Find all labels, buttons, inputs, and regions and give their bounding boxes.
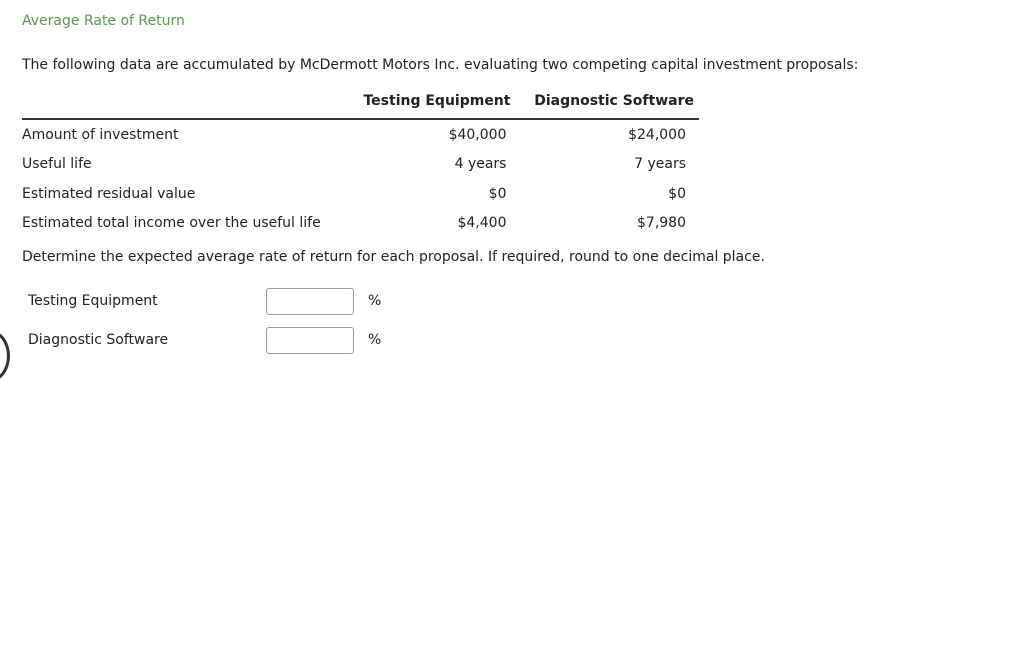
diagnostic-value: 7 years: [634, 156, 686, 173]
diagnostic-value: $24,000: [628, 126, 686, 143]
testing-value: $0: [488, 185, 507, 202]
row-label: Amount of investment: [22, 126, 179, 143]
row-label: Estimated total income over the useful life: [22, 215, 321, 232]
testing-value: 4 years: [454, 156, 507, 173]
testing-value: $40,000: [448, 126, 507, 143]
data-table: [22, 93, 699, 238]
table-row: [22, 119, 699, 150]
diagnostic-value: $0: [668, 185, 686, 202]
percent-unit: %: [368, 293, 382, 309]
testing-equipment-rate-input[interactable]: [266, 288, 354, 315]
table-header-row: [22, 93, 699, 119]
diagnostic-value: $7,980: [637, 215, 686, 232]
diagnostic-software-rate-input[interactable]: [266, 327, 354, 354]
intro-text: The following data are accumulated by McDermott Motors Inc. evaluating two competing capital investment proposals:: [22, 57, 859, 73]
table-row: [22, 179, 699, 209]
page-title: Average Rate of Return: [22, 13, 185, 29]
table-row: [22, 150, 699, 180]
instruction-text: Determine the expected average rate of return for each proposal. If required, round to one decimal place.: [22, 249, 765, 265]
answer-row-diagnostic-software: [28, 327, 448, 355]
answer-label-testing-equipment: Testing Equipment: [28, 293, 158, 309]
percent-unit: %: [368, 332, 382, 348]
answer-row-testing-equipment: [28, 288, 448, 316]
side-nav-arc-icon[interactable]: [0, 330, 10, 382]
answer-label-diagnostic-software: Diagnostic Software: [28, 332, 169, 348]
header-diagnostic-software: Diagnostic Software: [518, 93, 699, 119]
header-label: [22, 93, 342, 119]
table-row: [22, 209, 699, 239]
row-label: Estimated residual value: [22, 185, 196, 202]
row-label: Useful life: [22, 156, 92, 173]
testing-value: $4,400: [457, 215, 507, 232]
header-testing-equipment: Testing Equipment: [342, 93, 518, 119]
